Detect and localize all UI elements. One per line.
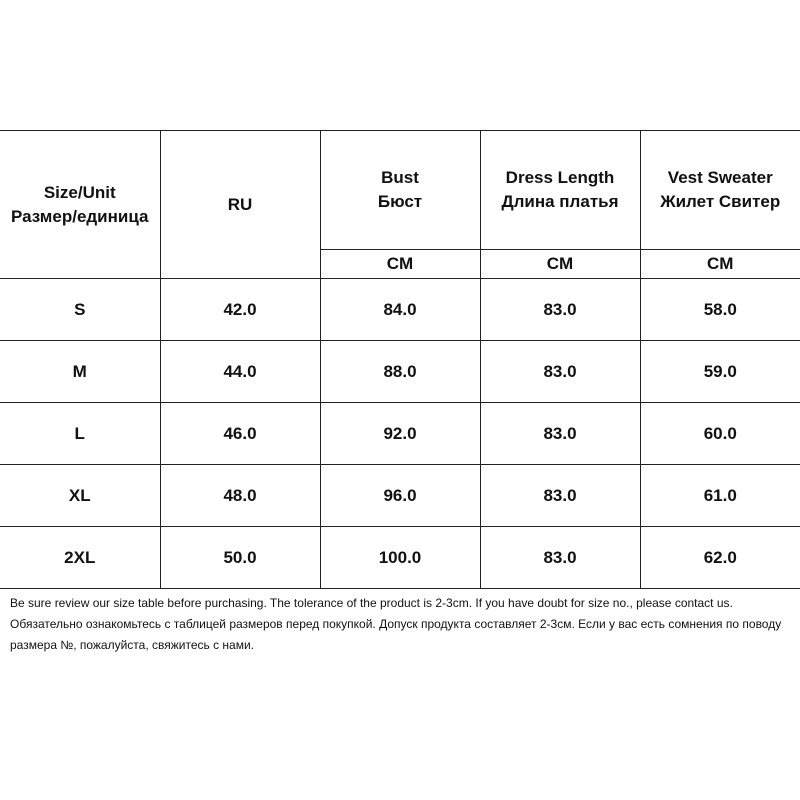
header-size-unit-en: Size/Unit <box>43 182 116 202</box>
header-dress-length-en: Dress Length <box>505 168 615 187</box>
cell-bust: 84.0 <box>320 279 480 341</box>
cell-size: L <box>0 403 160 465</box>
header-vest-sweater-en: Vest Sweater <box>667 168 773 187</box>
cell-bust: 96.0 <box>320 465 480 527</box>
header-size-unit-ru: Размер/единица <box>11 206 149 226</box>
cell-dress-length: 83.0 <box>480 527 640 589</box>
cell-bust: 100.0 <box>320 527 480 589</box>
header-bust <box>320 131 480 250</box>
header-bust-en: Bust <box>381 168 419 187</box>
header-vest-sweater <box>640 131 800 250</box>
cell-size: M <box>0 341 160 403</box>
size-chart-table <box>0 130 800 589</box>
cell-vest-sweater: 62.0 <box>640 527 800 589</box>
unit-vest-sweater: CM <box>640 250 800 279</box>
header-dress-length-ru: Длина платья <box>501 192 619 211</box>
header-vest-sweater-ru: Жилет Свитер <box>660 192 781 211</box>
table-row <box>0 527 800 589</box>
cell-vest-sweater: 58.0 <box>640 279 800 341</box>
cell-size: 2XL <box>0 527 160 589</box>
table-row <box>0 465 800 527</box>
header-bust-ru: Бюст <box>377 192 423 211</box>
cell-ru: 48.0 <box>160 465 320 527</box>
table-header-row <box>0 131 800 250</box>
cell-ru: 42.0 <box>160 279 320 341</box>
note-russian-line-1: Обязательно ознакомьтесь с таблицей размеров перед покупкой. Допуск продукта составляет 2-3см. Если у вас есть сомнения по поводу <box>10 617 782 631</box>
header-ru <box>160 131 320 279</box>
cell-bust: 92.0 <box>320 403 480 465</box>
cell-dress-length: 83.0 <box>480 279 640 341</box>
cell-size: XL <box>0 465 160 527</box>
cell-dress-length: 83.0 <box>480 465 640 527</box>
cell-vest-sweater: 60.0 <box>640 403 800 465</box>
header-size-unit <box>0 131 160 279</box>
note-english: Be sure review our size table before purchasing. The tolerance of the product is 2-3cm. If you have doubt for size no., please contact us. <box>10 596 733 610</box>
cell-vest-sweater: 61.0 <box>640 465 800 527</box>
header-dress-length <box>480 131 640 250</box>
cell-ru: 46.0 <box>160 403 320 465</box>
header-ru-label: RU <box>227 194 253 214</box>
size-notes <box>10 593 795 656</box>
table-row <box>0 403 800 465</box>
cell-dress-length: 83.0 <box>480 403 640 465</box>
cell-size: S <box>0 279 160 341</box>
note-russian-line-2: размера №, пожалуйста, свяжитесь с нами. <box>10 638 255 652</box>
table-row <box>0 341 800 403</box>
unit-dress-length: CM <box>480 250 640 279</box>
cell-dress-length: 83.0 <box>480 341 640 403</box>
cell-vest-sweater: 59.0 <box>640 341 800 403</box>
cell-ru: 44.0 <box>160 341 320 403</box>
unit-bust: CM <box>320 250 480 279</box>
cell-ru: 50.0 <box>160 527 320 589</box>
cell-bust: 88.0 <box>320 341 480 403</box>
table-row <box>0 279 800 341</box>
